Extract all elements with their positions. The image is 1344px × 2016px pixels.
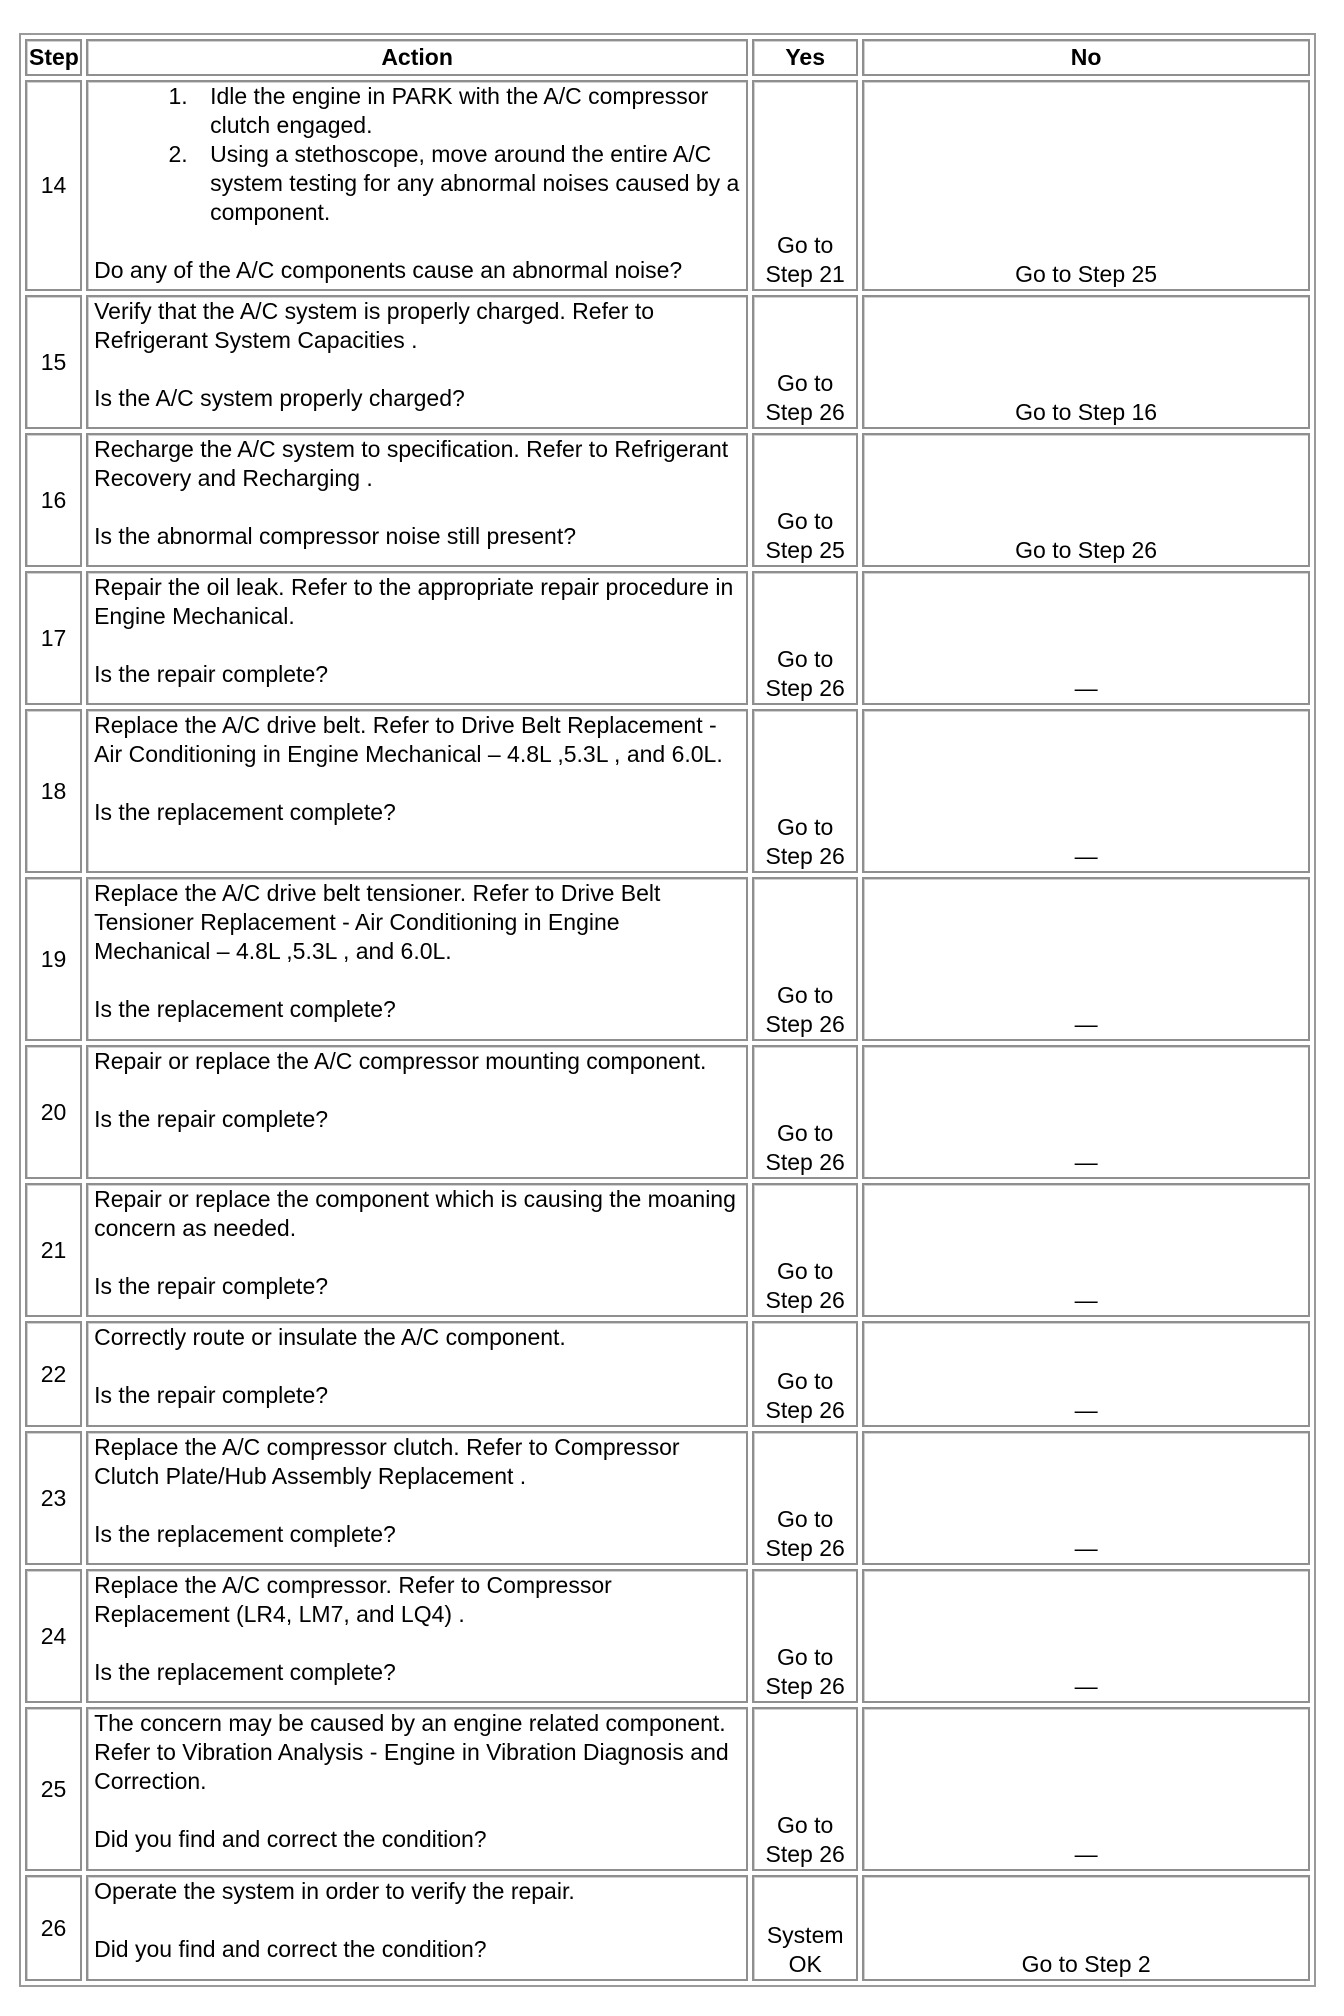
no-cell: — — [862, 709, 1310, 873]
table-row — [25, 1183, 1310, 1317]
action-text: Correctly route or insulate the A/C component. — [94, 1324, 566, 1350]
action-text: Repair or replace the component which is causing the moaning concern as needed. — [94, 1186, 736, 1241]
action-cell — [86, 80, 748, 291]
step-number: 24 — [25, 1569, 82, 1703]
no-cell: — — [862, 1707, 1310, 1871]
table-row — [25, 877, 1310, 1041]
step-number: 23 — [25, 1431, 82, 1565]
action-question: Is the replacement complete? — [94, 996, 396, 1022]
action-question: Did you find and correct the condition? — [94, 1826, 487, 1852]
yes-cell: Go to Step 26 — [752, 1569, 858, 1703]
substep-list — [94, 82, 740, 227]
action-text: Repair or replace the A/C compressor mounting component. — [94, 1048, 707, 1074]
action-text: The concern may be caused by an engine related component. Refer to Vibration Analysis - Engine in Vibration Diagnosis and Correction. — [94, 1710, 729, 1794]
table-row — [25, 433, 1310, 567]
yes-cell: Go to Step 26 — [752, 1045, 858, 1179]
yes-cell: Go to Step 26 — [752, 571, 858, 705]
yes-cell: Go to Step 26 — [752, 709, 858, 873]
action-text: Recharge the A/C system to specification. Refer to Refrigerant Recovery and Recharging . — [94, 436, 729, 491]
step-number: 20 — [25, 1045, 82, 1179]
yes-cell: Go to Step 26 — [752, 1707, 858, 1871]
table-row — [25, 1707, 1310, 1871]
action-question: Is the repair complete? — [94, 1382, 329, 1408]
action-text: Replace the A/C drive belt. Refer to Drive Belt Replacement - Air Conditioning in Engine Mechanical – 4.8L ,5.3L , and 6.0L. — [94, 712, 723, 767]
step-number: 22 — [25, 1321, 82, 1427]
no-cell: Go to Step 26 — [862, 433, 1310, 567]
table-row — [25, 80, 1310, 291]
yes-cell: Go to Step 26 — [752, 1183, 858, 1317]
action-question: Is the replacement complete? — [94, 799, 396, 825]
action-cell — [86, 1045, 748, 1179]
step-number: 21 — [25, 1183, 82, 1317]
action-question: Is the repair complete? — [94, 1106, 329, 1132]
header-no: No — [862, 39, 1310, 76]
action-question: Do any of the A/C components cause an abnormal noise? — [94, 257, 683, 283]
action-cell — [86, 295, 748, 429]
no-cell: — — [862, 1183, 1310, 1317]
step-number: 19 — [25, 877, 82, 1041]
action-cell — [86, 709, 748, 873]
action-text: Operate the system in order to verify the repair. — [94, 1878, 575, 1904]
no-cell: Go to Step 25 — [862, 80, 1310, 291]
action-cell — [86, 1183, 748, 1317]
substep-item: 2. Using a stethoscope, move around the entire A/C system testing for any abnormal noises caused by a component. — [194, 140, 740, 227]
table-row — [25, 295, 1310, 429]
no-cell: Go to Step 2 — [862, 1875, 1310, 1981]
action-text: Replace the A/C compressor. Refer to Compressor Replacement (LR4, LM7, and LQ4) . — [94, 1572, 612, 1627]
yes-cell: System OK — [752, 1875, 858, 1981]
action-text: Replace the A/C compressor clutch. Refer to Compressor Clutch Plate/Hub Assembly Replacement . — [94, 1434, 680, 1489]
action-cell — [86, 877, 748, 1041]
action-text: Verify that the A/C system is properly charged. Refer to Refrigerant System Capacities . — [94, 298, 654, 353]
header-step: Step — [25, 39, 82, 76]
action-question: Is the replacement complete? — [94, 1521, 396, 1547]
action-cell — [86, 1321, 748, 1427]
table-row — [25, 1045, 1310, 1179]
diagnostic-table — [19, 33, 1316, 1987]
header-row — [25, 39, 1310, 76]
table-row — [25, 1431, 1310, 1565]
action-text: Repair the oil leak. Refer to the appropriate repair procedure in Engine Mechanical. — [94, 574, 734, 629]
table-row — [25, 709, 1310, 873]
action-cell — [86, 1569, 748, 1703]
action-question: Is the replacement complete? — [94, 1659, 396, 1685]
yes-cell: Go to Step 26 — [752, 877, 858, 1041]
table-row — [25, 571, 1310, 705]
header-yes: Yes — [752, 39, 858, 76]
action-cell — [86, 571, 748, 705]
yes-cell: Go to Step 26 — [752, 1431, 858, 1565]
step-number: 26 — [25, 1875, 82, 1981]
table-row — [25, 1569, 1310, 1703]
action-question: Did you find and correct the condition? — [94, 1936, 487, 1962]
table-row — [25, 1875, 1310, 1981]
step-number: 15 — [25, 295, 82, 429]
step-number: 17 — [25, 571, 82, 705]
step-number: 25 — [25, 1707, 82, 1871]
action-cell — [86, 1875, 748, 1981]
action-question: Is the repair complete? — [94, 1273, 329, 1299]
yes-cell: Go to Step 21 — [752, 80, 858, 291]
yes-cell: Go to Step 26 — [752, 295, 858, 429]
no-cell: — — [862, 877, 1310, 1041]
action-text: Replace the A/C drive belt tensioner. Refer to Drive Belt Tensioner Replacement - Air Conditioning in Engine Mechanical – 4.8L ,5.3L , and 6.0L. — [94, 880, 661, 964]
substep-item: 1. Idle the engine in PARK with the A/C compressor clutch engaged. — [194, 82, 740, 140]
no-cell: Go to Step 16 — [862, 295, 1310, 429]
action-cell — [86, 1707, 748, 1871]
action-cell — [86, 1431, 748, 1565]
table-row — [25, 1321, 1310, 1427]
action-cell — [86, 433, 748, 567]
no-cell: — — [862, 1569, 1310, 1703]
action-question: Is the abnormal compressor noise still present? — [94, 523, 577, 549]
no-cell: — — [862, 1431, 1310, 1565]
step-number: 16 — [25, 433, 82, 567]
yes-cell: Go to Step 26 — [752, 1321, 858, 1427]
action-question: Is the A/C system properly charged? — [94, 385, 465, 411]
no-cell: — — [862, 1045, 1310, 1179]
yes-cell: Go to Step 25 — [752, 433, 858, 567]
step-number: 18 — [25, 709, 82, 873]
action-question: Is the repair complete? — [94, 661, 329, 687]
header-action: Action — [86, 39, 748, 76]
step-number: 14 — [25, 80, 82, 291]
no-cell: — — [862, 571, 1310, 705]
no-cell: — — [862, 1321, 1310, 1427]
